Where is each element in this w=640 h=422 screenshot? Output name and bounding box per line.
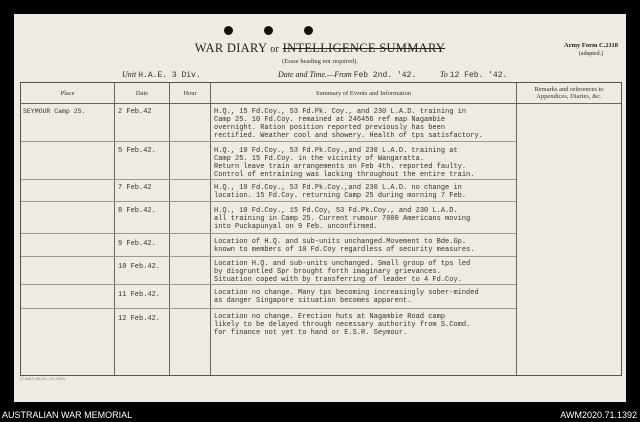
column-divider (210, 83, 211, 375)
entry-summary-line: rectified. Weather cool and showery. Health of tps satisfactory. (214, 132, 483, 140)
entry-summary-line: all training in Camp 25. Current rumour 7000 Americans moving (214, 215, 471, 223)
row-divider (21, 308, 516, 309)
form-name: Army Form C.2118 (564, 42, 618, 49)
punch-hole-icon (304, 26, 313, 35)
form-note: (adapted.) (578, 51, 604, 57)
column-divider (169, 83, 170, 375)
entry-date: 10 Feb.42. (118, 263, 161, 271)
title-war-diary: WAR DIARY (194, 41, 267, 55)
column-header-hour: Hour (183, 89, 197, 97)
date-from: Feb 2nd. '42. (353, 71, 417, 80)
entry-summary-line: by disgruntled Spr brought forth imaginary grievances. (214, 268, 441, 276)
print-note: (T.3487) Wt.22---47,1943. (20, 376, 66, 381)
entry-summary-line: location. 15 Fd.Coy. returning Camp 25 during morning 7 Feb. (214, 192, 467, 200)
column-header-date: Date (135, 89, 149, 97)
column-header-summary: Summary of Events and Information (315, 89, 412, 97)
form-label (564, 42, 618, 58)
entry-summary-line: Control of entraining was lacking throughout the entire train. (214, 171, 475, 179)
date-to: 12 Feb. '42. (449, 71, 508, 80)
date-label: Date and Time.—From (278, 70, 352, 79)
punch-hole-icon (264, 26, 273, 35)
row-divider (21, 233, 516, 234)
entry-summary-line: H.Q., 15 Fd.Coy., 53 Fd.Pk. Coy., and 230 L.A.D. training in (214, 108, 467, 116)
entry-date: 11 Feb.42. (118, 291, 161, 299)
entry-summary-line: Camp 25. 15 Fd.Coy. in the vicinity of Wangaratta. (214, 155, 425, 163)
title-intelligence-summary: INTELLIGENCE SUMMARY (282, 41, 446, 55)
entry-date: 2 Feb.42 (118, 108, 152, 116)
row-divider (21, 256, 516, 257)
entry-summary-line: H.Q., 10 Fd.Coy., 53 Fd.Pk.Coy.,and 230 L.A.D. no change in (214, 184, 462, 192)
unit-value: H.A.E. 3 Div. (138, 71, 201, 80)
row-divider (21, 179, 516, 180)
entry-summary-line: as danger Singapore situation becomes apparent. (214, 297, 412, 305)
date-field (278, 70, 416, 80)
diary-table (20, 82, 622, 376)
entry-summary-line: overnight. Ration position reported previously has been (214, 124, 446, 132)
page-subtitle: (Erase heading not required). (282, 58, 358, 65)
unit-label: Unit (122, 70, 137, 79)
unit-field (122, 70, 201, 80)
caption-accession: AWM2020.71.1392 (560, 410, 637, 420)
row-divider (21, 141, 516, 142)
entry-summary-line: Return leave train arrangements on Feb 4th. reported faulty. (214, 163, 467, 171)
column-divider (516, 83, 517, 375)
entry-summary-line: for finance not yet to hand or E.S.R. Seymour. (214, 329, 408, 337)
entry-summary-line: Location no change. Many tps becoming increasingly sober-minded (214, 289, 479, 297)
entry-summary-line: Location no change. Erection huts at Nagambie Road camp (214, 313, 446, 321)
punch-hole-icon (224, 26, 233, 35)
diary-page (14, 14, 626, 402)
to-label: To (440, 70, 448, 79)
column-header-place: Place (60, 89, 75, 97)
entry-summary-line: known to members of 10 Fd.Coy regardless of security measures. (214, 246, 475, 254)
entry-place: SEYMOUR Camp 25. (23, 108, 86, 115)
entry-summary-line: H.Q., 10 Fd.Coy., 53 Fd.Pk.Coy.,and 230 L.A.D. training at (214, 147, 458, 155)
date-to-field (440, 70, 507, 80)
entry-summary-line: likely to be delayed through necessary authority from S.Comd. (214, 321, 471, 329)
caption-source: AUSTRALIAN WAR MEMORIAL (2, 410, 133, 420)
entry-summary-line: into Puckapunyal on 9 Feb. unconfirmed. (214, 223, 378, 231)
entry-summary-line: H.Q., 10 Fd.Coy., 15 Fd.Coy, 53 Fd.Pk.Coy., and 230 L.A.D. (214, 207, 458, 215)
title-or: or (270, 44, 280, 55)
column-header-remarks: Remarks and references to Appendices, Diaries, &c. (534, 86, 604, 100)
column-divider (114, 83, 115, 375)
entry-summary-line: Location H.Q. and sub-units unchanged. Small group of tps led (214, 260, 471, 268)
row-divider (21, 284, 516, 285)
entry-summary-line: Camp 25. 10 Fd.Coy. remained at 246456 ref map Nagambie (214, 116, 446, 124)
page-title (14, 41, 626, 56)
entry-date: 8 Feb.42. (118, 207, 156, 215)
entry-date: 7 Feb.42 (118, 184, 152, 192)
entry-summary-line: Location of H.Q. and sub-units unchanged.Movement to Bde.Gp. (214, 238, 467, 246)
entry-summary-line: Situation coped with by transferring of leader to 4 Fd.Coy. (214, 276, 462, 284)
entry-date: 5 Feb.42. (118, 147, 156, 155)
entry-date: 12 Feb.42. (118, 315, 161, 323)
row-divider (21, 201, 516, 202)
entry-date: 9 Feb.42. (118, 240, 156, 248)
header-divider (21, 103, 621, 104)
